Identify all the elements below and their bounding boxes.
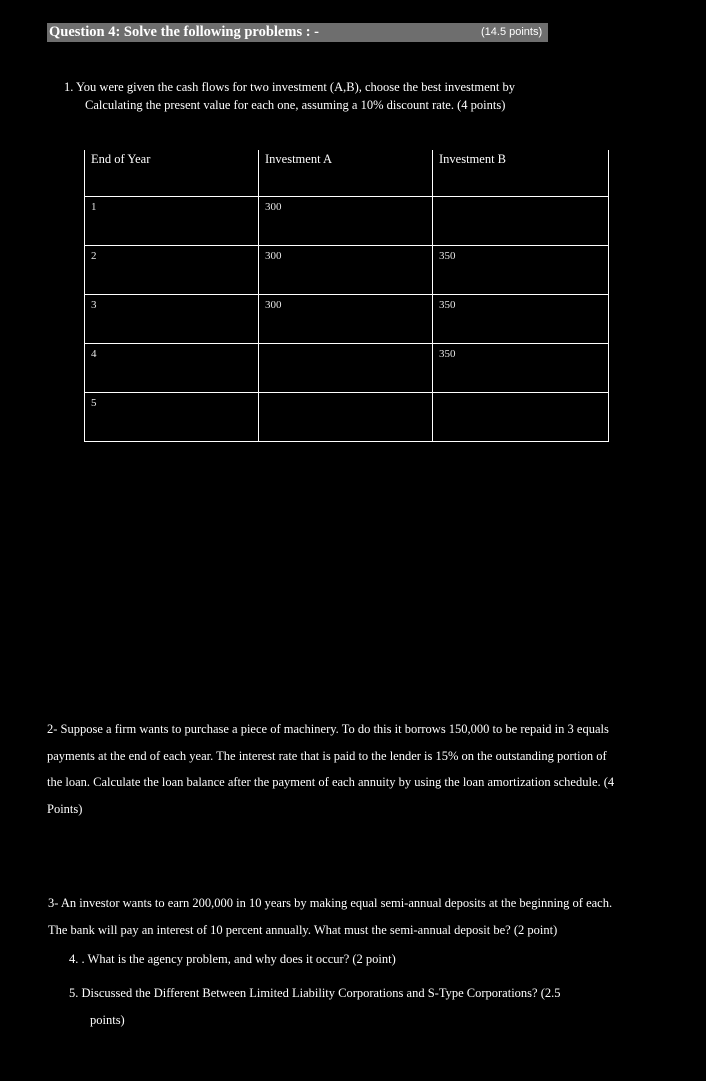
table-header-cell: Investment A <box>259 150 433 197</box>
question-4: 4. . What is the agency problem, and why does it occur? (2 point) <box>69 952 396 966</box>
question-2: 2- Suppose a firm wants to purchase a piece of machinery. To do this it borrows 150,000 to be repaid in 3 equals payments at the end of each year. The interest rate that is paid to the lender is 15% on the outstanding portion of the loan. Calculate the loan balance after the payment of each annuity by using the loan amortization schedule. (4 Points) <box>47 722 615 816</box>
table-cell-year: 2 <box>85 246 259 295</box>
table-cell-year: 3 <box>85 295 259 344</box>
table-cell-year: 4 <box>85 344 259 393</box>
table-cell-investment-b <box>433 393 609 442</box>
table-row <box>85 246 609 295</box>
table-header-cell: Investment B <box>433 150 609 197</box>
table-row <box>85 393 609 442</box>
question-5-line-1: 5. Discussed the Different Between Limited Liability Corporations and S-Type Corporations? (2.5 <box>69 986 561 1000</box>
table-cell-investment-a <box>259 344 433 393</box>
table-header-row <box>85 150 609 197</box>
table-cell-investment-a: 300 <box>259 295 433 344</box>
question-title: Question 4: Solve the following problems : - <box>49 24 319 40</box>
table-cell-investment-a: 300 <box>259 246 433 295</box>
table-cell-investment-b: 350 <box>433 344 609 393</box>
question-1-line-1: 1. You were given the cash flows for two investment (A,B), choose the best investment by <box>64 80 515 94</box>
table-cell-investment-b: 350 <box>433 246 609 295</box>
question-5-line-2: points) <box>90 1013 125 1027</box>
table-cell-investment-a <box>259 393 433 442</box>
table-header-cell: End of Year <box>85 150 259 197</box>
table-cell-investment-a: 300 <box>259 197 433 246</box>
cash-flow-table <box>84 150 609 442</box>
table-row <box>85 295 609 344</box>
question-3: 3- An investor wants to earn 200,000 in 10 years by making equal semi-annual deposits at the beginning of each. The bank will pay an interest of 10 percent annually. What must the semi-annual deposit be? (2 point) <box>48 896 613 937</box>
question-points: (14.5 points) <box>481 26 543 38</box>
table-cell-investment-b <box>433 197 609 246</box>
table-cell-year: 1 <box>85 197 259 246</box>
table-cell-year: 5 <box>85 393 259 442</box>
table-cell-investment-b: 350 <box>433 295 609 344</box>
table-row <box>85 197 609 246</box>
question-1-line-2: Calculating the present value for each one, assuming a 10% discount rate. (4 points) <box>85 98 506 112</box>
table-row <box>85 344 609 393</box>
